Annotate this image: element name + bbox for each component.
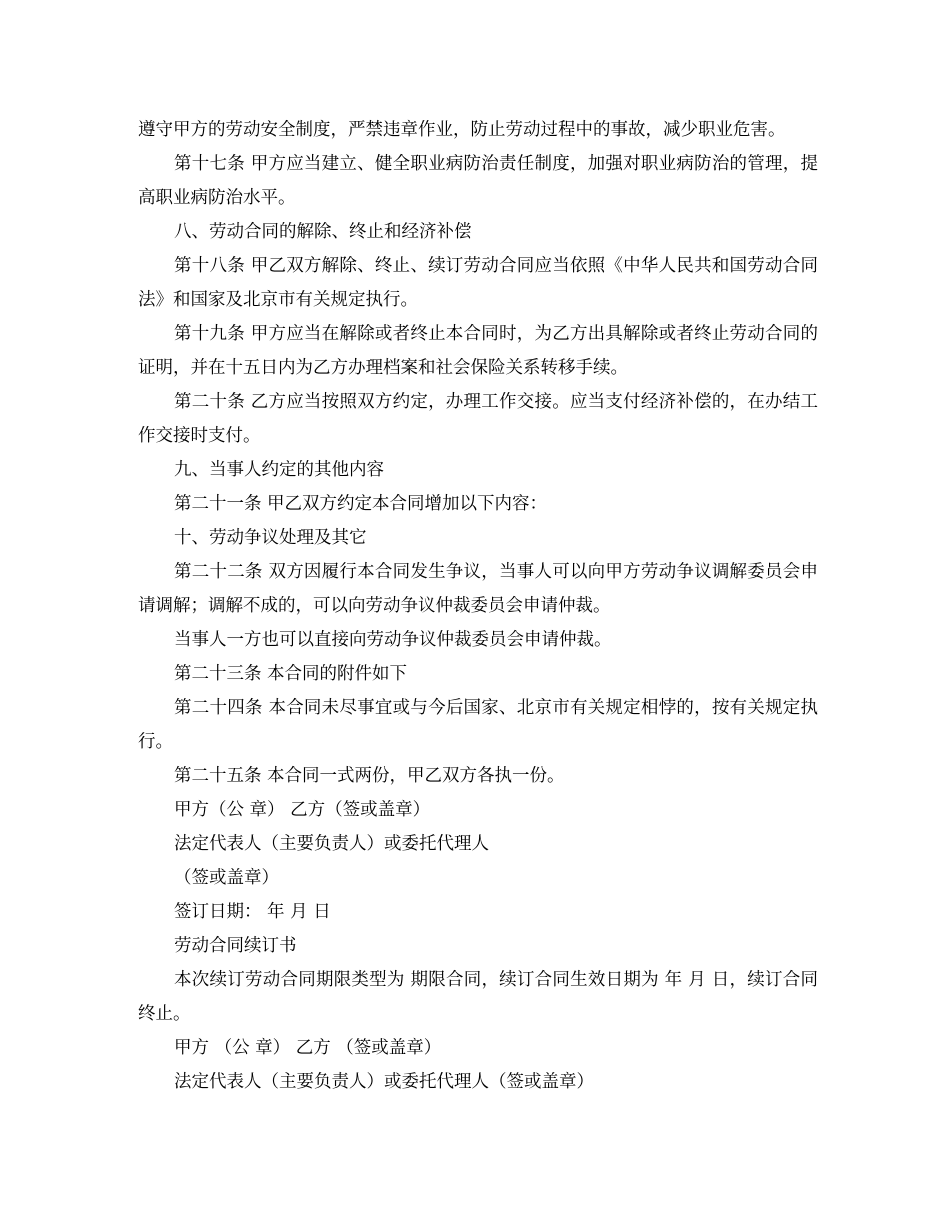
signing-date: 签订日期： 年 月 日 (174, 902, 331, 922)
document-body (138, 113, 818, 1099)
signature-parties: 甲方（公 章） 乙方（签或盖章） (174, 800, 431, 820)
article-20: 第二十条 乙方应当按照双方约定，办理工作交接。应当支付经济补偿的，在办结工作交接时支付。 (138, 392, 818, 446)
paragraph-1: 遵守甲方的劳动安全制度，严禁违章作业，防止劳动过程中的事故，减少职业危害。 (138, 120, 786, 140)
article-18: 第十八条 甲乙双方解除、终止、续订劳动合同应当依照《中华人民共和国劳动合同法》和国家及北京市有关规定执行。 (138, 256, 818, 310)
article-25: 第二十五条 本合同一式两份，甲乙双方各执一份。 (174, 766, 565, 786)
article-21: 第二十一条 甲乙双方约定本合同增加以下内容： (174, 494, 548, 514)
article-22-continued: 当事人一方也可以直接向劳动争议仲裁委员会申请仲裁。 (174, 630, 612, 650)
renewal-signature-parties: 甲方 （公 章） 乙方 （签或盖章） (174, 1038, 442, 1058)
section-heading-10: 十、劳动争议处理及其它 (174, 528, 367, 548)
article-23: 第二十三条 本合同的附件如下 (174, 664, 408, 684)
article-19: 第十九条 甲方应当在解除或者终止本合同时，为乙方出具解除或者终止劳动合同的证明，并在十五日内为乙方办理档案和社会保险关系转移手续。 (138, 324, 818, 378)
article-22: 第二十二条 双方因履行本合同发生争议，当事人可以向甲方劳动争议调解委员会申请调解；调解不成的，可以向劳动争议仲裁委员会申请仲裁。 (138, 562, 818, 616)
renewal-terms: 本次续订劳动合同期限类型为 期限合同，续订合同生效日期为 年 月 日，续订合同 终止。 (138, 970, 818, 1024)
article-24: 第二十四条 本合同未尽事宜或与今后国家、北京市有关规定相悖的，按有关规定执行。 (138, 698, 818, 752)
article-17: 第十七条 甲方应当建立、健全职业病防治责任制度，加强对职业病防治的管理，提高职业病防治水平。 (138, 154, 818, 208)
section-heading-8: 八、劳动合同的解除、终止和经济补偿 (174, 222, 472, 242)
signature-seal: （签或盖章） (174, 868, 279, 888)
renewal-signature-representative: 法定代表人（主要负责人）或委托代理人（签或盖章） (174, 1072, 594, 1092)
section-heading-9: 九、当事人约定的其他内容 (174, 460, 384, 480)
signature-representative: 法定代表人（主要负责人）或委托代理人 (174, 834, 489, 854)
renewal-title: 劳动合同续订书 (174, 936, 297, 956)
